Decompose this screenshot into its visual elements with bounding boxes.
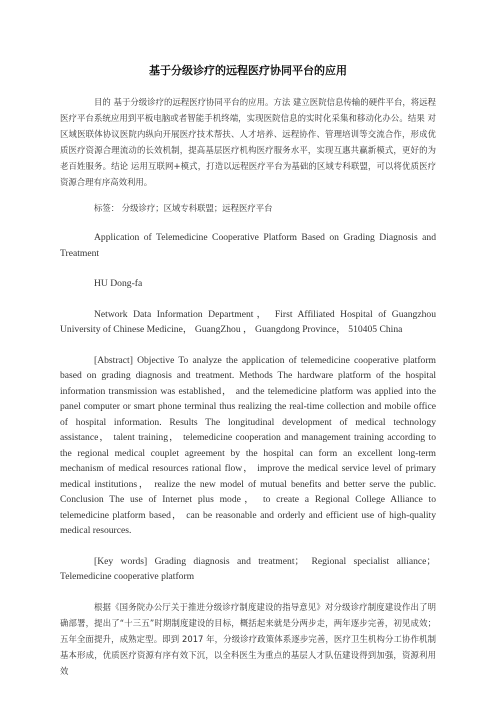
body-paragraph: 根据《国务院办公厅关于推进分级诊疗制度建设的指导意见》对分级诊疗制度建设作出了明确部署，提出了“十三五”时期制度建设的目标，概括起来就是分两步走，两年逐步完善，初见成效；五年全面提升，成熟定型。即到 2017 年，分级诊疗政策体系逐步完善，医疗卫生机构分工协作机制基本形成，优质医疗资源有序有效下沉，以全科医生为重点的基层人才队伍建设得到加强，资源利用效 xyxy=(60,601,436,676)
paper-title: 基于分级诊疗的远程医疗协同平台的应用 xyxy=(149,64,347,77)
author-name: HU Dong-fa xyxy=(94,278,143,289)
abstract-english: [Abstract] Objective To analyze the application of telemedicine cooperative platform based on grading diagnosis and treatment. Methods The hardware platform of the hospital information transmission was established， and the telemedicine platform was applied into the panel computer or smart phone terminal thus realizing the real-time collection and mobile office of hospital information. Results The longitudinal development of medical technology assistance， talent training， telemedicine cooperation and management training according to the regional medical couplet agreement by the hospital can form an excellent long-term mechanism of medical resources rational flow， improve the medical service level of primary medical institutions， realize the new model of mutual benefits and better serve the public. Conclusion The use of Internet plus mode， to create a Regional College Alliance to telemedicine platform based， can be reasonable and orderly and efficient use of high-quality medical resources. xyxy=(60,354,436,536)
author-affiliation: Network Data Information Department， First Affiliated Hospital of Guangzhou University of Chinese Medicine， GuangZhou ， Guangdong Province， 510405 China xyxy=(60,308,436,335)
english-title: Application of Telemedicine Cooperative Platform Based on Grading Diagnosis and Treatment xyxy=(60,232,436,259)
abstract-chinese: 目的 基于分级诊疗的远程医疗协同平台的应用。方法 建立医院信息传输的硬件平台，将远程医疗平台系统应用到平板电脑或者智能手机终端，实现医院信息的实时化采集和移动化办公。结果 对区域医联体协议医院内纵向开展医疗技术帮扶、人才培养、远程协作、管理培训等交流合作，形成优质医疗资源合理流动的长效机制，提高基层医疗机构医疗服务水平，实现互惠共赢新模式，更好的为老百姓服务。结论 运用互联网+模式，打造以远程医疗平台为基础的区域专科联盟，可以将优质医疗资源合理有序高效利用。 xyxy=(60,97,436,187)
keywords-chinese: 标签： 分级诊疗；区域专科联盟；远程医疗平台 xyxy=(94,203,273,213)
keywords-english: [Key words] Grading diagnosis and treatment； Regional specialist alliance； Telemedicine cooperative platform xyxy=(60,555,436,582)
